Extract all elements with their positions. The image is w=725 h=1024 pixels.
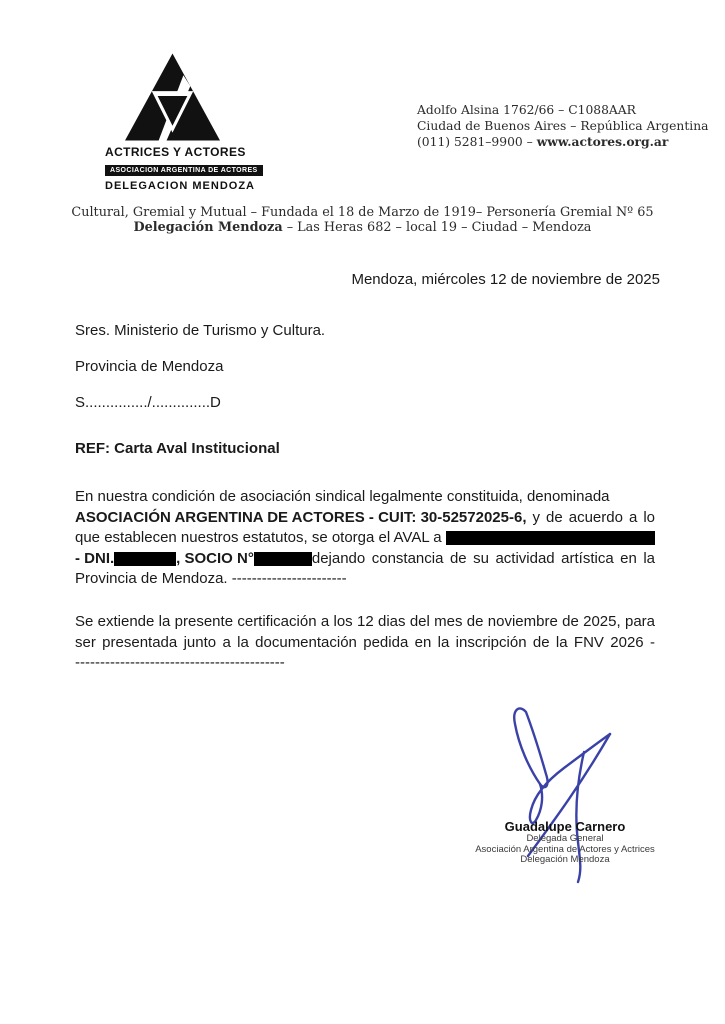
recipient-block: [75, 322, 325, 430]
letterhead-address: [417, 103, 708, 151]
signature-block: [455, 819, 675, 866]
redaction-bar: [254, 552, 312, 566]
signature-stroke: [514, 708, 547, 787]
body1-line4-rest: dejando constancia de su actividad artística en la: [311, 549, 655, 567]
body1-line1: En nuestra condición de asociación sindical legalmente constituida, denominada: [75, 488, 610, 505]
body1-line2: [75, 508, 655, 529]
signer-delegation: Delegación Mendoza: [520, 854, 610, 865]
org-cuit-text: ASOCIACIÓN ARGENTINA DE ACTORES - CUIT: 30-52572025-6,: [75, 508, 527, 526]
signature-stroke: [530, 734, 610, 823]
subheader-delegation: Delegación Mendoza: [133, 220, 283, 235]
letter-date: Mendoza, miércoles 12 de noviembre de 2025: [351, 271, 660, 288]
letterhead-logo: [105, 53, 258, 192]
signer-name: Guadalupe Carnero: [504, 819, 626, 834]
signer-title: Delegada General: [526, 833, 604, 844]
recipient-salutation: S.............../..............D: [75, 394, 221, 411]
website-text: www.actores.org.ar: [536, 134, 669, 149]
ref-subject-line: REF: Carta Aval Institucional: [75, 440, 280, 457]
redaction-bar: [446, 531, 655, 545]
body2-dashes: ------------------------------------------: [75, 654, 285, 671]
body-paragraph-2: [75, 612, 655, 674]
body-paragraph-1: [75, 487, 655, 590]
body1-line4: [75, 549, 655, 570]
body1-line2-rest: y de acuerdo a lo: [532, 508, 655, 526]
body1-line3-text: que establecen nuestros estatutos, se otorga el AVAL a: [75, 529, 442, 546]
logo-title: ACTRICES Y ACTORES: [105, 145, 246, 159]
recipient-line2: Provincia de Mendoza: [75, 358, 224, 375]
body1-line5: Provincia de Mendoza. -----------------------: [75, 570, 347, 587]
body2-line2: ser presentada junto a la documentación pedida en la inscripción de la FNV 2026 -: [75, 633, 655, 651]
actors-triangle-icon: [125, 53, 220, 141]
body1-line3: [75, 528, 655, 549]
body2-line1: Se extiende la presente certificación a los 12 dias del mes de noviembre de 2025, para: [75, 613, 655, 630]
logo-delegation: DELEGACION MENDOZA: [105, 180, 255, 192]
socio-label: , SOCIO N°: [176, 549, 254, 567]
signer-org: Asociación Argentina de Actores y Actrices: [475, 843, 655, 855]
address-line: Adolfo Alsina 1762/66 – C1088AAR: [417, 103, 636, 117]
redaction-bar: [114, 552, 176, 566]
dni-label: - DNI.: [75, 549, 115, 567]
phone-text: (011) 5281–9900 –: [417, 135, 537, 149]
subheader-address: – Las Heras 682 – local 19 – Ciudad – Mendoza: [282, 220, 592, 235]
address-line: Ciudad de Buenos Aires – República Argentina: [417, 118, 709, 133]
logo-subtitle-bar: ASOCIACION ARGENTINA DE ACTORES: [105, 165, 263, 176]
subheader-line1: Cultural, Gremial y Mutual – Fundada el 18 de Marzo de 1919– Personería Gremial Nº 65: [71, 205, 654, 220]
subheader-line2: [0, 220, 725, 235]
letterhead-subheader: [0, 205, 725, 235]
address-line: [417, 134, 708, 151]
recipient-line1: Sres. Ministerio de Turismo y Cultura.: [75, 322, 326, 339]
